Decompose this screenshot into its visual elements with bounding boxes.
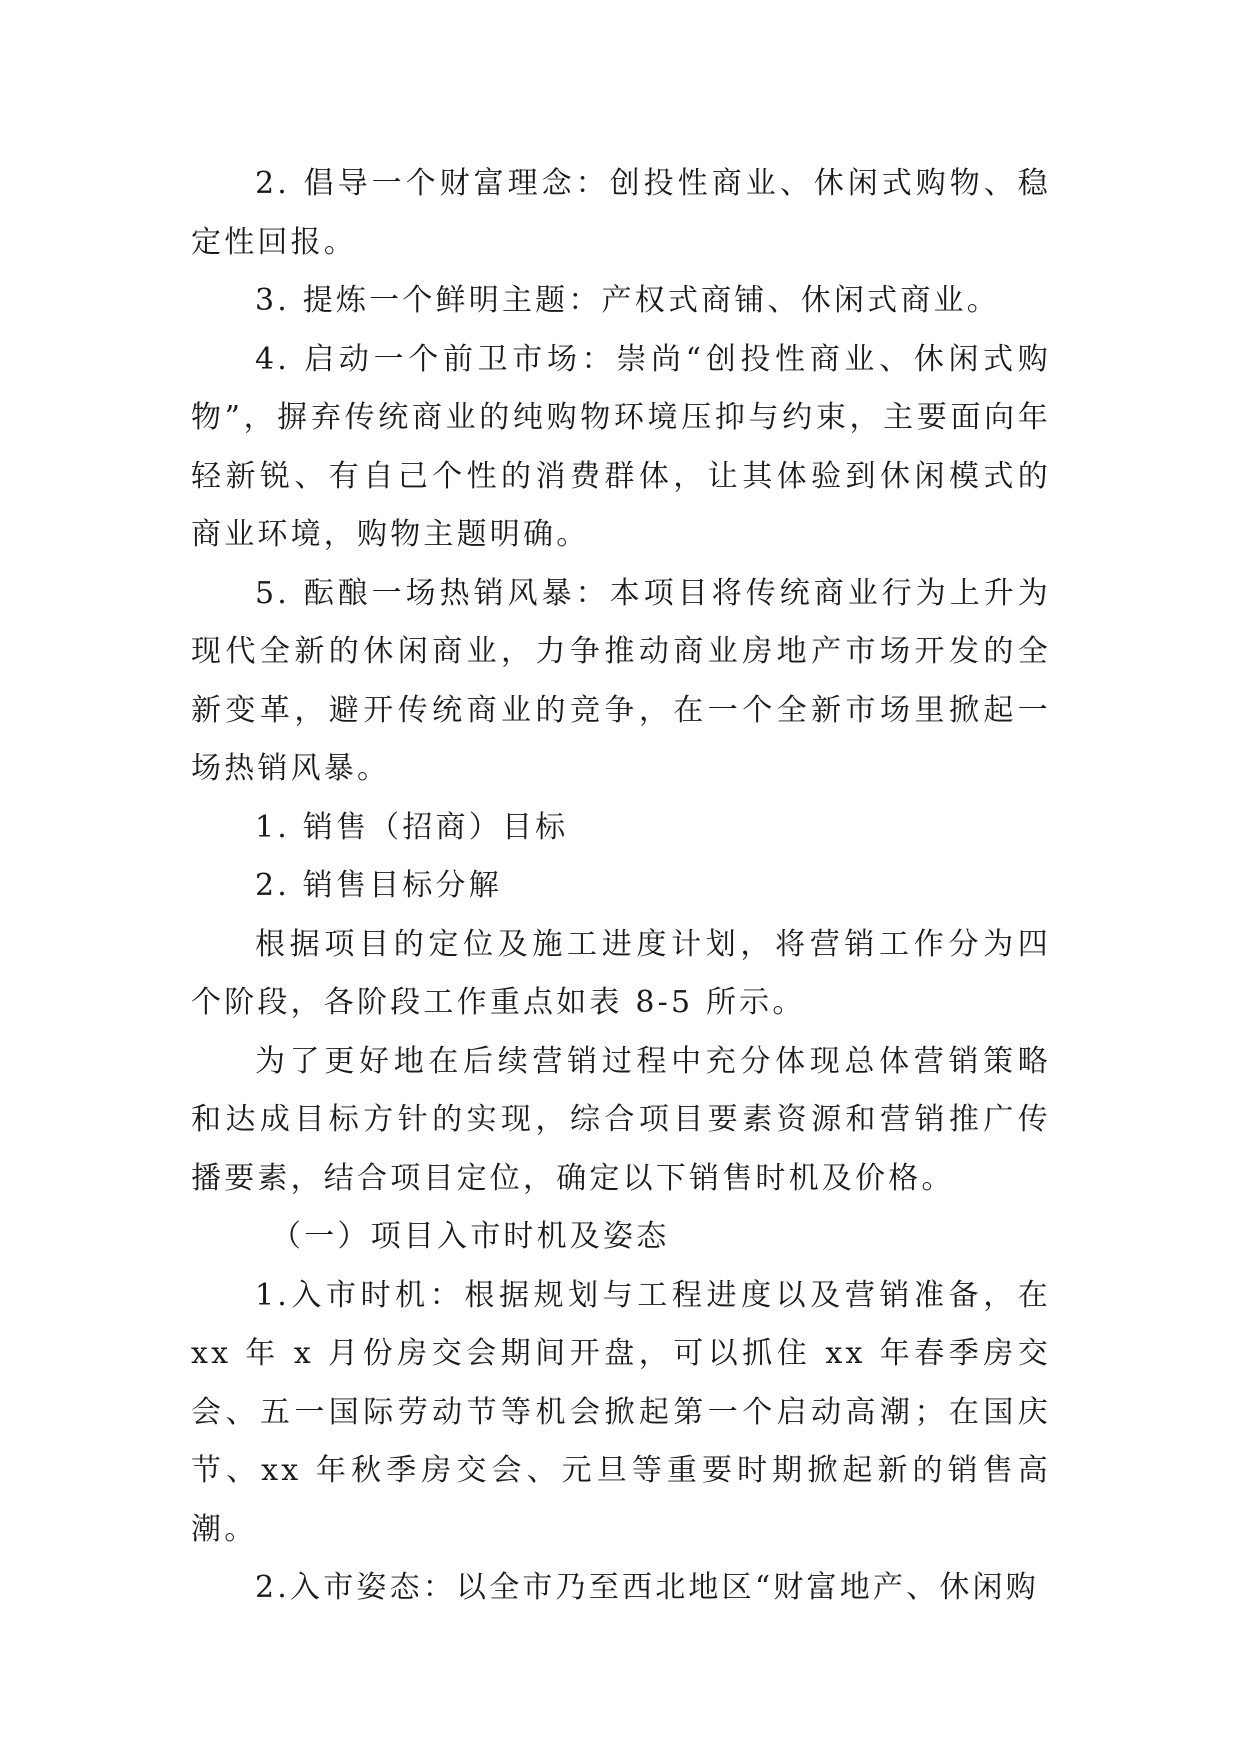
paragraph-sales-storm: 5. 酝酿一场热销风暴：本项目将传统商业行为上升为现代全新的休闲商业，力争推动商业房地产市场开发的全新变革，避开传统商业的竞争，在一个全新市场里掀起一场热销风暴。	[191, 575, 1051, 786]
paragraph-sales-target: 1. 销售（招商）目标	[255, 809, 569, 845]
paragraph-strategy: 为了更好地在后续营销过程中充分体现总体营销策略和达成目标方针的实现，综合项目要素资源和营销推广传播要素，结合项目定位，确定以下销售时机及价格。	[191, 1043, 1051, 1196]
paragraph-entry-posture: 2.入市姿态：以全市乃至西北地区“财富地产、休闲购	[255, 1570, 1039, 1605]
paragraph-entry-timing: 1.入市时机：根据规划与工程进度以及营销准备，在 xx 年 x 月份房交会期间开盘，可以抓住 xx 年春季房交会、五一国际劳动节等机会掀起第一个启动高潮；在国庆节、xx 年秋季房交会、元旦等重要时期掀起新的销售高潮。	[191, 1277, 1051, 1547]
paragraph-stages: 根据项目的定位及施工进度计划，将营销工作分为四个阶段，各阶段工作重点如表 8-5 所示。	[191, 926, 1051, 1020]
paragraph-target-breakdown: 2. 销售目标分解	[255, 868, 502, 903]
paragraph-theme: 3. 提炼一个鲜明主题：产权式商铺、休闲式商业。	[255, 283, 1000, 318]
document-body	[191, 155, 1051, 1618]
paragraph-wealth-concept: 2. 倡导一个财富理念：创投性商业、休闲式购物、稳定性回报。	[191, 166, 1051, 260]
paragraph-market: 4. 启动一个前卫市场：崇尚“创投性商业、休闲式购物”，摒弃传统商业的纯购物环境压抑与约束，主要面向年轻新锐、有自己个性的消费群体，让其体验到休闲模式的商业环境，购物主题明确。	[191, 341, 1051, 552]
section-heading-market-entry: （一）项目入市时机及姿态	[271, 1219, 670, 1254]
